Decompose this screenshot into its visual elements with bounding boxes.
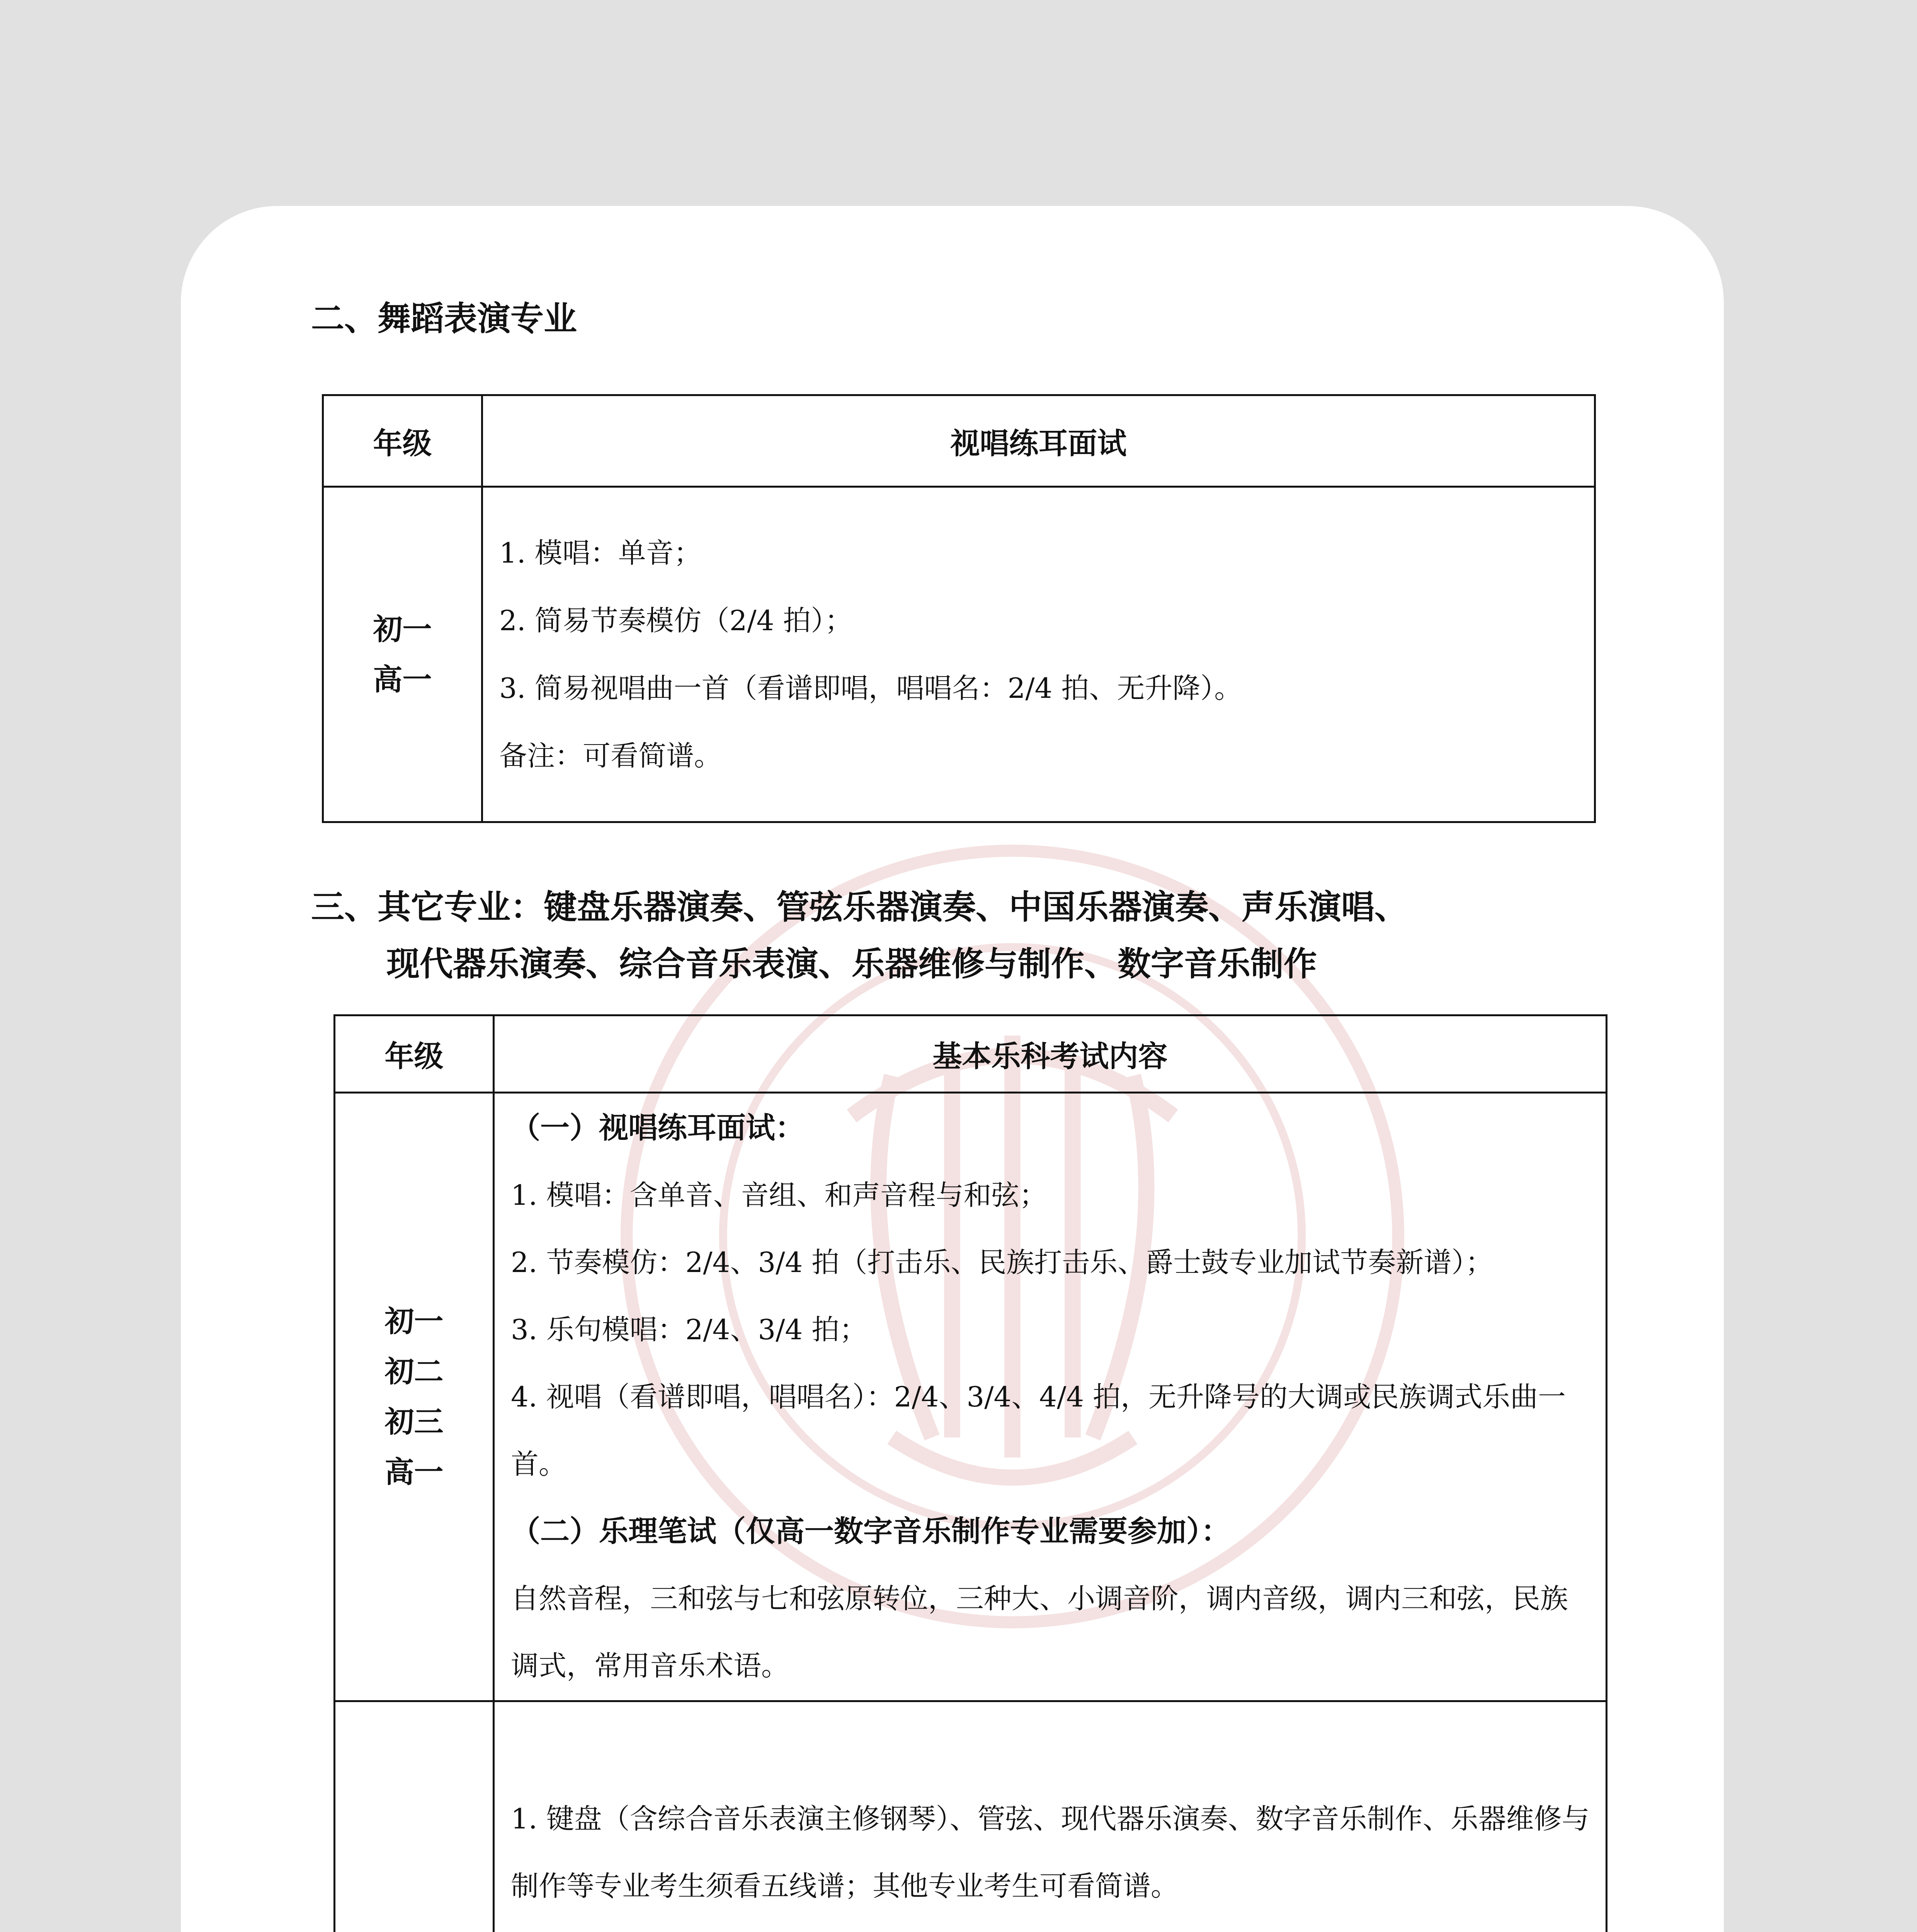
list-item: 2. 简易节奏模仿（2/4 拍）； — [499, 604, 853, 637]
subsection-title: （一）视唱练耳面试： — [511, 1111, 805, 1145]
list-item: 4. 视唱（看谱即唱，唱唱名）：2/4、3/4、4/4 拍，无升降号的大调或民族调式乐曲一首。 — [511, 1381, 1566, 1480]
list-item: 1. 键盘（含综合音乐表演主修钢琴）、管弦、现代器乐演奏、数字音乐制作、乐器维修与制作等专业考生须看五线谱；其他专业考生可看简谱。 — [511, 1803, 1590, 1902]
list-item: 1. 模唱：含单音、音组、和声音程与和弦； — [511, 1179, 1047, 1211]
list-item: 自然音程，三和弦与七和弦原转位，三种大、小调音阶，调内音级，调内三和弦，民族调式，常用音乐术语。 — [511, 1582, 1568, 1682]
table-row — [335, 1701, 1607, 1932]
content-cell — [494, 1701, 1607, 1932]
grade-header: 年级 — [323, 395, 482, 487]
content-cell — [482, 487, 1595, 822]
table-header-row — [335, 1015, 1607, 1093]
content-header: 基本乐科考试内容 — [494, 1015, 1607, 1093]
list-item: 备注：可看简谱。 — [499, 739, 722, 772]
dance-exam-table — [322, 394, 1596, 823]
content-cell — [494, 1093, 1607, 1701]
list-item — [511, 1920, 1594, 1932]
table-row — [323, 487, 1595, 822]
list-item: 1. 模唱：单音； — [499, 536, 702, 569]
subsection-title: （二）乐理笔试（仅高一数字音乐制作专业需要参加）： — [511, 1514, 1230, 1548]
list-item: 3. 简易视唱曲一首（看谱即唱，唱唱名：2/4 拍、无升降）。 — [499, 672, 1242, 704]
grade-header: 年级 — [335, 1015, 494, 1093]
content-header: 视唱练耳面试 — [482, 395, 1595, 487]
section-heading-other: 三、其它专业：键盘乐器演奏、管弦乐器演奏、中国乐器演奏、声乐演唱、 — [311, 888, 1408, 927]
table-header-row — [323, 395, 1595, 487]
list-item: 3. 乐句模唱：2/4、3/4 拍； — [511, 1313, 867, 1346]
grade-cell — [335, 1701, 494, 1932]
grade-cell: 初一 初二 初三 高一 — [335, 1093, 494, 1701]
section-heading-other-line2: 现代器乐演奏、综合音乐表演、乐器维修与制作、数字音乐制作 — [386, 945, 1317, 983]
other-exam-table — [333, 1014, 1607, 1932]
section-heading-dance: 二、舞蹈表演专业 — [311, 299, 577, 338]
grade-cell: 初一 高一 — [323, 487, 482, 822]
table-row — [335, 1093, 1607, 1701]
list-item: 2. 节奏模仿：2/4、3/4 拍（打击乐、民族打击乐、爵士鼓专业加试节奏新谱）； — [511, 1246, 1493, 1279]
